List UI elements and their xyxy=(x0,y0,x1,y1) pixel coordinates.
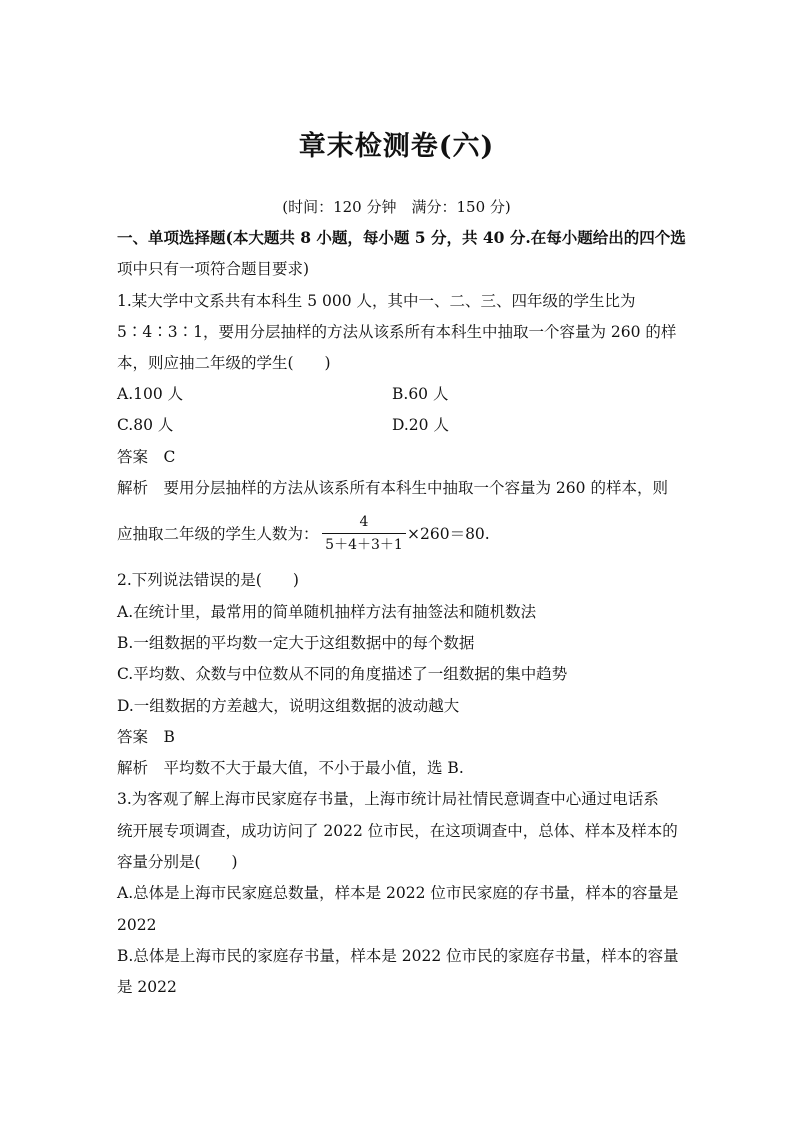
q3-option-b-line-2: 是 2022 xyxy=(117,978,177,996)
q3-option-b-line-1: B.总体是上海市民的家庭存书量，样本是 2022 位市民的家庭存书量，样本的容量 xyxy=(117,947,679,965)
q2-option-c: C.平均数、众数与中位数从不同的角度描述了一组数据的集中趋势 xyxy=(117,665,568,683)
q1-option-d: D.20 人 xyxy=(392,416,449,434)
exam-info: (时间：120 分钟 满分：150 分) xyxy=(282,198,511,216)
q3-stem-line-3: 容量分别是( ) xyxy=(117,853,238,871)
q1-option-c: C.80 人 xyxy=(117,416,174,434)
q3-option-a-line-1: A.总体是上海市民家庭总数量，样本是 2022 位市民家庭的存书量，样本的容量是 xyxy=(117,884,679,902)
q1-option-b: B.60 人 xyxy=(392,385,449,403)
section-heading-line-2: 项中只有一项符合题目要求) xyxy=(117,260,310,278)
fraction-bar xyxy=(322,533,406,534)
q2-option-b: B.一组数据的平均数一定大于这组数据中的每个数据 xyxy=(117,634,475,652)
q2-option-a: A.在统计里，最常用的简单随机抽样方法有抽签法和随机数法 xyxy=(117,603,537,621)
q1-stem-line-3: 本，则应抽二年级的学生( ) xyxy=(117,354,331,372)
page-title: 章末检测卷(六) xyxy=(298,131,495,162)
q2-answer: 答案 B xyxy=(117,728,175,746)
q2-option-d: D.一组数据的方差越大，说明这组数据的波动越大 xyxy=(117,697,460,715)
fraction-denominator: 5＋4＋3＋1 xyxy=(325,537,403,553)
q3-stem-line-1: 3.为客观了解上海市民家庭存书量，上海市统计局社情民意调查中心通过电话系 xyxy=(117,790,659,808)
q1-analysis-line-1: 解析 要用分层抽样的方法从该系所有本科生中抽取一个容量为 260 的样本，则 xyxy=(117,479,668,497)
q2-analysis: 解析 平均数不大于最大值，不小于最小值，选 B. xyxy=(117,759,464,777)
fraction-numerator: 4 xyxy=(359,514,369,530)
fraction xyxy=(322,512,406,555)
q1-stem-line-1: 1.某大学中文系共有本科生 5 000 人，其中一、二、三、四年级的学生比为 xyxy=(117,292,636,310)
q1-analysis-result: ×260＝80. xyxy=(407,525,490,543)
q3-option-a-line-2: 2022 xyxy=(117,916,157,934)
q1-answer: 答案 C xyxy=(117,448,176,466)
q1-analysis-prefix: 应抽取二年级的学生人数为： xyxy=(117,525,319,543)
q1-option-a: A.100 人 xyxy=(117,385,184,403)
q2-stem: 2.下列说法错误的是( ) xyxy=(117,571,299,589)
q3-stem-line-2: 统开展专项调查，成功访问了 2022 位市民，在这项调查中，总体、样本及样本的 xyxy=(117,822,678,840)
q1-stem-line-2: 5∶4∶3∶1，要用分层抽样的方法从该系所有本科生中抽取一个容量为 260 的样 xyxy=(117,323,677,341)
section-heading-line-1: 一、单项选择题(本大题共 8 小题，每小题 5 分，共 40 分.在每小题给出的四个选 xyxy=(117,228,686,247)
